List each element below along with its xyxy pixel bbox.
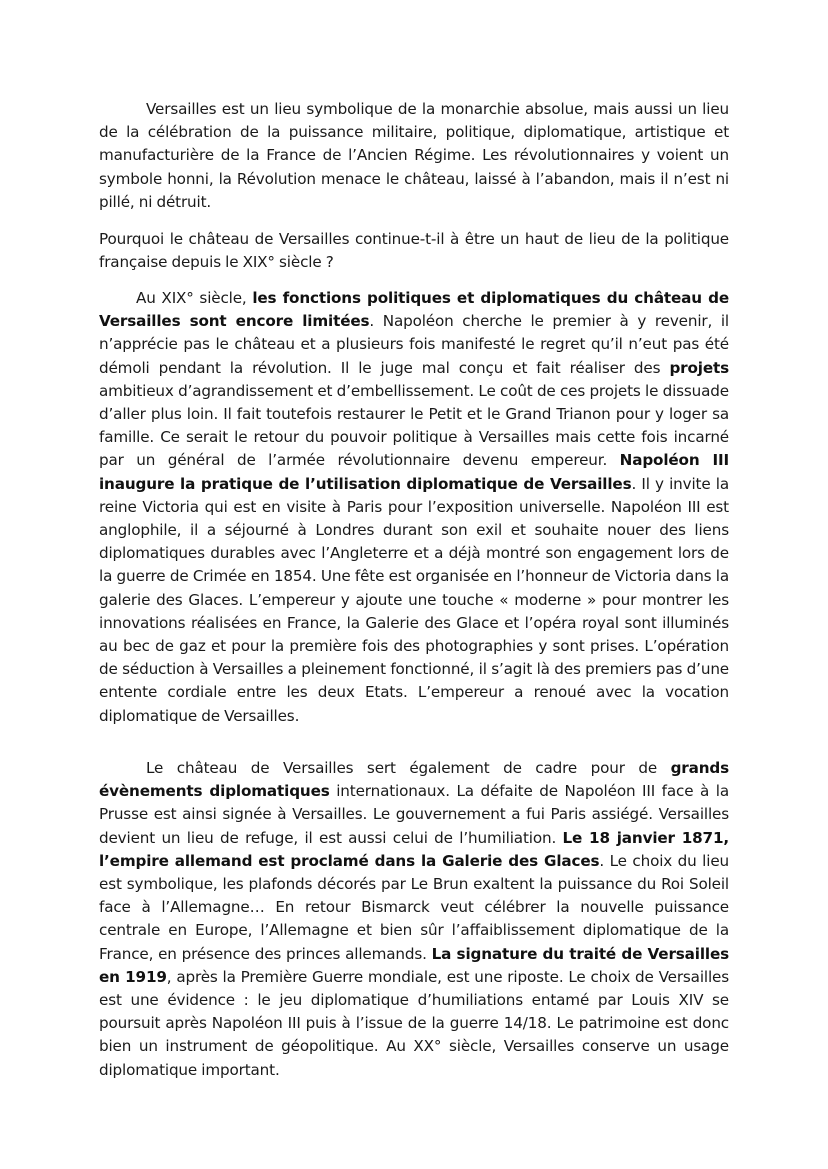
text-run: Au XIX° siècle,	[136, 289, 253, 307]
intro-paragraph: Versailles est un lieu symbolique de la monarchie absolue, mais aussi un lieu de la célébration de la puissance militaire, politique, diplomatique, artistique et manufacturière de la France de l’Ancien Régime. Les révolutionnaires y voient un symbole honni, la Révolution menace le château, laissé à l’abandon, mais il n’est ni pillé, ni détruit.	[99, 100, 729, 211]
paragraph-xix-block	[99, 287, 729, 728]
bold-run: les fonctions politiques et diplomatiques du château de Versailles sont encore limitées	[99, 289, 729, 331]
text-run: . Napoléon cherche le premier à y revenir, il n’apprécie pas le château et a plusieurs fois manifesté le regret qu’il n’eut pas été démoli pendant la révolution. Il le juge mal conçu et fait réaliser des	[99, 312, 729, 377]
bold-run: La signature du traité de Versailles en 1919	[99, 944, 729, 986]
bold-run: Le 18 janvier 1871, l’empire allemand est proclamé dans la Galerie des Glaces	[99, 828, 730, 870]
problematic-question: Pourquoi le château de Versailles continue-t-il à être un haut de lieu de la politique française depuis le XIX° siècle ?	[99, 230, 729, 272]
text-run: . Le choix du lieu est symbolique, les plafonds décorés par Le Brun exaltent la puissance du Roi Soleil face à l’Allemagne… En retour Bismarck veut célébrer la nouvelle puissance centrale en Europe, l’Allemagne et bien sûr l’affaiblissement diplomatique de la France, en présence des princes allemands.	[99, 851, 729, 963]
text-run: internationaux. La défaite de Napoléon III face à la Prusse est ainsi signée à Versailles. Le gouvernement a fui Paris assiégé. Versailles devient un lieu de refuge, il est aussi celui de l’humiliation.	[99, 782, 729, 847]
bold-run: grands évènements diplomatiques	[99, 759, 729, 801]
paragraph-xix	[99, 287, 729, 728]
paragraph-events	[99, 757, 729, 1082]
text-run: ambitieux d’agrandissement et d’embellissement. Le coût de ces projets le dissuade d’aller plus loin. Il fait toutefois restaurer le Petit et le Grand Trianon pour y loger sa famille. Ce serait le retour du pouvoir politique à Versailles mais cette fois incarné par un général de l’armée révolutionnaire devenu empereur.	[99, 381, 729, 470]
text-run: , après la Première Guerre mondiale, est une riposte. Le choix de Versailles est une évidence : le jeu diplomatique d’humiliations entamé par Louis XIV se poursuit après Napoléon III puis à l’issue de la guerre 14/18. Le patrimoine est donc bien un instrument de géopolitique. Au XX° siècle, Versailles conserve un usage diplomatique important.	[99, 967, 729, 1079]
intro-paragraph-block	[99, 98, 729, 214]
paragraph-events-block	[99, 757, 729, 1082]
bold-run: Napoléon III inaugure la pratique de l’utilisation diplomatique de Versailles	[99, 451, 729, 493]
text-run: Le château de Versailles sert également de cadre pour de	[146, 759, 671, 777]
question-block	[99, 228, 729, 274]
bold-run: projets	[669, 358, 729, 377]
text-run: . Il y invite la reine Victoria qui est en visite à Paris pour l’exposition universelle. Napoléon III est anglophile, il a séjourné à Londres durant son exil et souhaite nouer des liens diplomatiques durables avec l’Angleterre et a déjà montré son engagement lors de la guerre de Crimée en 1854. Une fête est organisée en l’honneur de Victoria dans la galerie des Glaces. L’empereur y ajoute une touche « moderne » pour montrer les innovations réalisées en France, la Galerie des Glace et l’opéra royal sont illuminés au bec de gaz et pour la première fois des photographies y sont prises. L’opération de séduction à Versailles a pleinement fonctionné, il s’agit là des premiers pas d’une entente cordiale entre les deux Etats. L’empereur a renoué avec la vocation diplomatique de Versailles.	[99, 474, 729, 725]
